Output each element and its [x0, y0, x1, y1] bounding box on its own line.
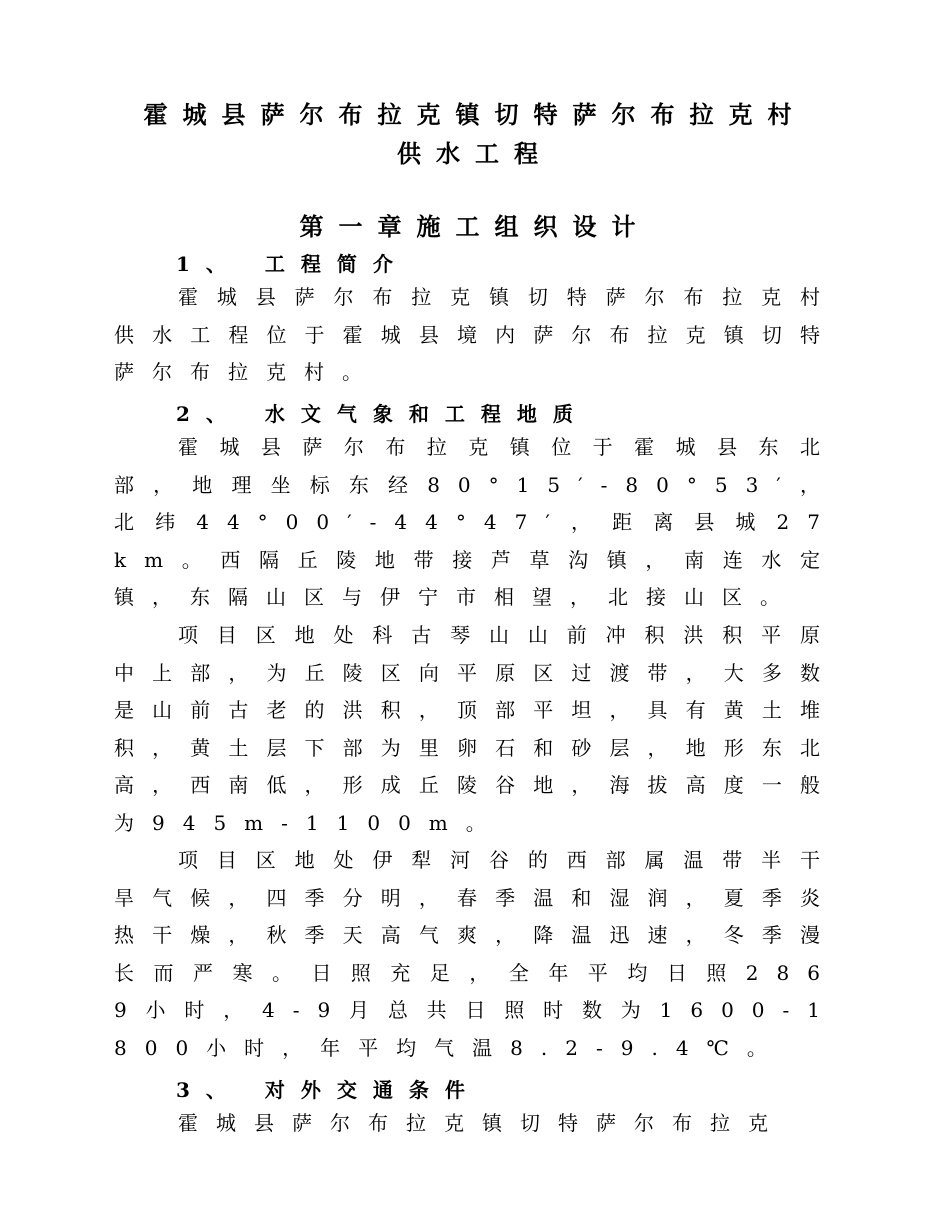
- paragraph-climate: 项目区地处伊犁河谷的西部属温带半干旱气候，四季分明，春季温和湿润，夏季炎热干燥，秋季天高气爽，降温迅速，冬季漫长而严寒。日照充足，全年平均日照2869小时，4-9月总共日照时数为1600-1800小时，年平均气温8.2-9.4℃。: [114, 848, 838, 1060]
- section-heading-2: 2、 水文气象和工程地质: [176, 402, 589, 426]
- chapter-title: 第一章施工组织设计: [299, 212, 651, 241]
- paragraph-geology: 项目区地处科古琴山山前冲积洪积平原中上部，为丘陵区向平原区过渡带，大多数是山前古老的洪积，顶部平坦，具有黄土堆积，黄土层下部为里卵石和砂层，地形东北高，西南低，形成丘陵谷地，海拔高度一般为945m-1100m。: [114, 623, 838, 835]
- paragraph-traffic: 霍城县萨尔布拉克镇切特萨尔布拉克: [178, 1111, 786, 1135]
- document-title: 霍城县萨尔布拉克镇切特萨尔布拉克村: [143, 100, 807, 129]
- section-heading-1: 1、 工程简介: [176, 252, 409, 276]
- section-heading-3: 3、 对外交通条件: [176, 1078, 481, 1102]
- document-title-line2: 供水工程: [397, 139, 553, 168]
- paragraph-location: 霍城县萨尔布拉克镇位于霍城县东北部，地理坐标东经80°15′-80°53′，北纬44°00′-44°47′，距离县城27km。西隔丘陵地带接芦草沟镇，南连水定镇，东隔山区与伊宁市相望，北接山区。: [114, 435, 838, 610]
- paragraph-project-intro: 霍城县萨尔布拉克镇切特萨尔布拉克村供水工程位于霍城县境内萨尔布拉克镇切特萨尔布拉克村。: [114, 285, 838, 385]
